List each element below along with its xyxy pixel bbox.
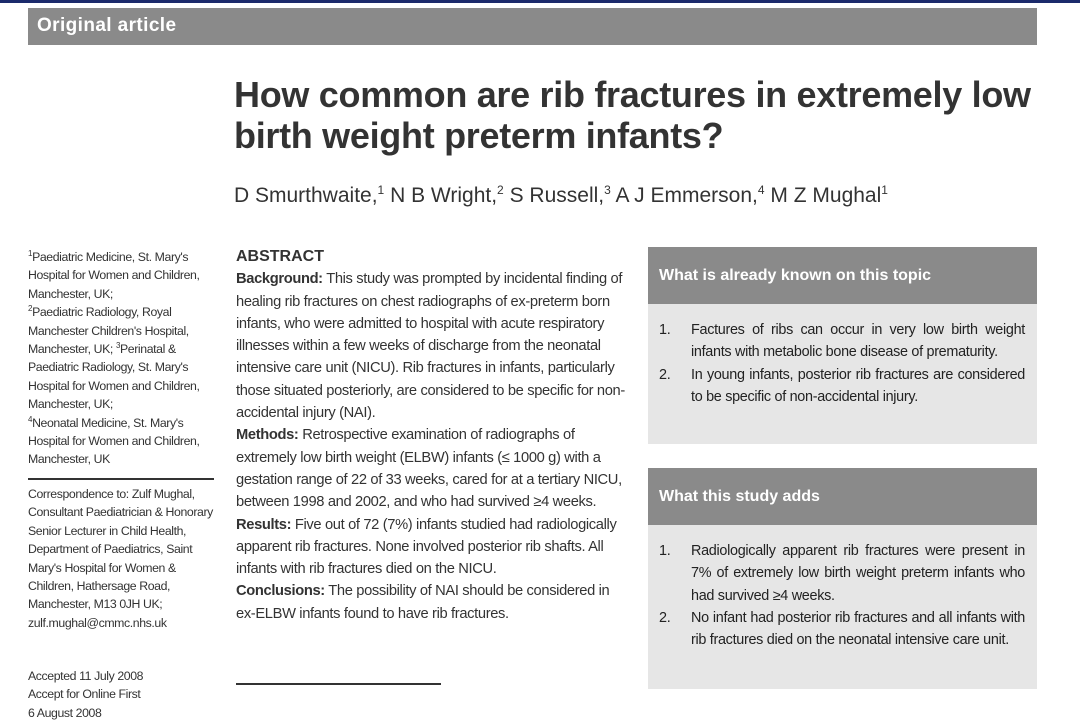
abstract-background (236, 268, 628, 424)
list-number: 1. (659, 322, 671, 338)
affil-text: Neonatal Medicine, St. Mary's Hospital for Women and Children, Manchester, UK (28, 415, 200, 467)
list-item (659, 540, 1025, 607)
abstract-section-label: Methods: (236, 427, 299, 444)
affil-sup: 4 (28, 414, 33, 424)
list-number: 2. (659, 609, 671, 626)
top-rule (0, 0, 1080, 3)
affil-text: Paediatric Radiology, Royal Manchester Children's Hospital, Manchester, UK; (28, 305, 189, 357)
author-name: D Smurthwaite, (234, 184, 378, 207)
list-item (659, 319, 1025, 364)
author-name: A J Emmerson, (615, 184, 758, 207)
list-item-text: Factures of ribs can occur in very low birth weight infants with metabolic bone disease of prematurity. (691, 322, 1025, 361)
abstract-section-label: Background: (236, 271, 323, 288)
known-box-title: What is already known on this topic (648, 247, 1037, 304)
author-affil-sup: 1 (377, 183, 385, 197)
author-list (234, 184, 888, 208)
author-affil-sup: 2 (497, 183, 504, 197)
abstract-section-text: This study was prompted by incidental finding of healing rib fractures on chest radiographs of ex-preterm born infants, who were admitted to hospital with acute respiratory illnesses within a few weeks of discharge from the neonatal intensive care unit (NICU). Rib fractures in infants, particularly those situated posteriorly, are considered to be specific for non-accidental injury (NAI). (236, 271, 625, 422)
list-item (659, 364, 1025, 409)
accepted-date: Accepted 11 July 2008 (28, 669, 144, 683)
online-first-label: Accept for Online First (28, 687, 141, 702)
list-number: 1. (659, 543, 671, 559)
article-dates (28, 667, 218, 720)
abstract-conclusions (236, 580, 628, 625)
author-affil-sup: 1 (881, 183, 888, 197)
online-first-date: 6 August 2008 (28, 705, 102, 720)
known-on-topic-box (648, 247, 1037, 444)
list-number: 2. (659, 366, 671, 383)
sidebar-divider (28, 478, 214, 480)
abstract-section-text: Retrospective examination of radiographs of extremely low birth weight (ELBW) infants (≤ 1000 g) with a gestation range of 22 of 33 weeks, cared for at a tertiary NICU, between 1998 and 2002, and who had survived ≥4 weeks. (236, 427, 622, 511)
article-title: How common are rib fractures in extremely low birth weight preterm infants? (234, 74, 1031, 156)
list-item (659, 607, 1025, 652)
author-name: M Z Mughal (770, 184, 882, 207)
abstract-heading: ABSTRACT (236, 248, 324, 265)
author-name: N B Wright, (390, 184, 498, 207)
author-affil-sup: 3 (604, 183, 611, 197)
section-band (28, 8, 1037, 45)
abstract-section-text: Five out of 72 (7%) infants studied had radiologically apparent rib fractures. None involved posterior rib shafts. All infants with rib fractures died on the NICU. (236, 516, 617, 578)
adds-box-list (648, 525, 1037, 663)
affiliations (28, 248, 218, 469)
affil-sup: 1 (28, 249, 33, 258)
list-item-text: Radiologically apparent rib fractures were present in 7% of extremely low birth weight preterm infants who had survived ≥4 weeks. (691, 543, 1025, 604)
affil-sup: 2 (28, 304, 33, 314)
abstract (236, 246, 628, 625)
study-adds-box (648, 468, 1037, 689)
correspondence: Correspondence to: Zulf Mughal, Consultant Paediatrician & Honorary Senior Lecturer in Child Health, Department of Paediatrics, Saint Mary's Hospital for Women & Children, Hathersage Road, Manchester, M13 0JH UK; zulf.mughal@cmmc.nhs.uk (28, 487, 213, 630)
list-item-text: No infant had posterior rib fractures and all infants with rib fractures died on the neonatal intensive care unit. (691, 609, 1025, 649)
affil-text: Paediatric Medicine, St. Mary's Hospital for Women and Children, Manchester, UK; (28, 250, 200, 301)
abstract-results (236, 514, 628, 581)
list-item-text: In young infants, posterior rib fractures are considered to be specific of non-accidental injury. (691, 366, 1025, 405)
section-label: Original article (37, 15, 177, 36)
affil-sup: 3 (115, 341, 120, 351)
author-name: S Russell, (509, 184, 605, 207)
abstract-end-rule (236, 683, 441, 685)
abstract-section-label: Conclusions: (236, 583, 325, 600)
adds-box-title: What this study adds (648, 468, 1037, 525)
affil-text: Perinatal & Paediatric Radiology, St. Mary's Hospital for Women and Children, Manchester, UK; (28, 342, 200, 412)
known-box-list (648, 304, 1037, 420)
abstract-section-text: The possibility of NAI should be considered in ex-ELBW infants found to have rib fractures. (236, 583, 610, 622)
abstract-methods (236, 424, 628, 513)
abstract-section-label: Results: (236, 516, 292, 533)
author-affil-sup: 4 (757, 183, 765, 197)
